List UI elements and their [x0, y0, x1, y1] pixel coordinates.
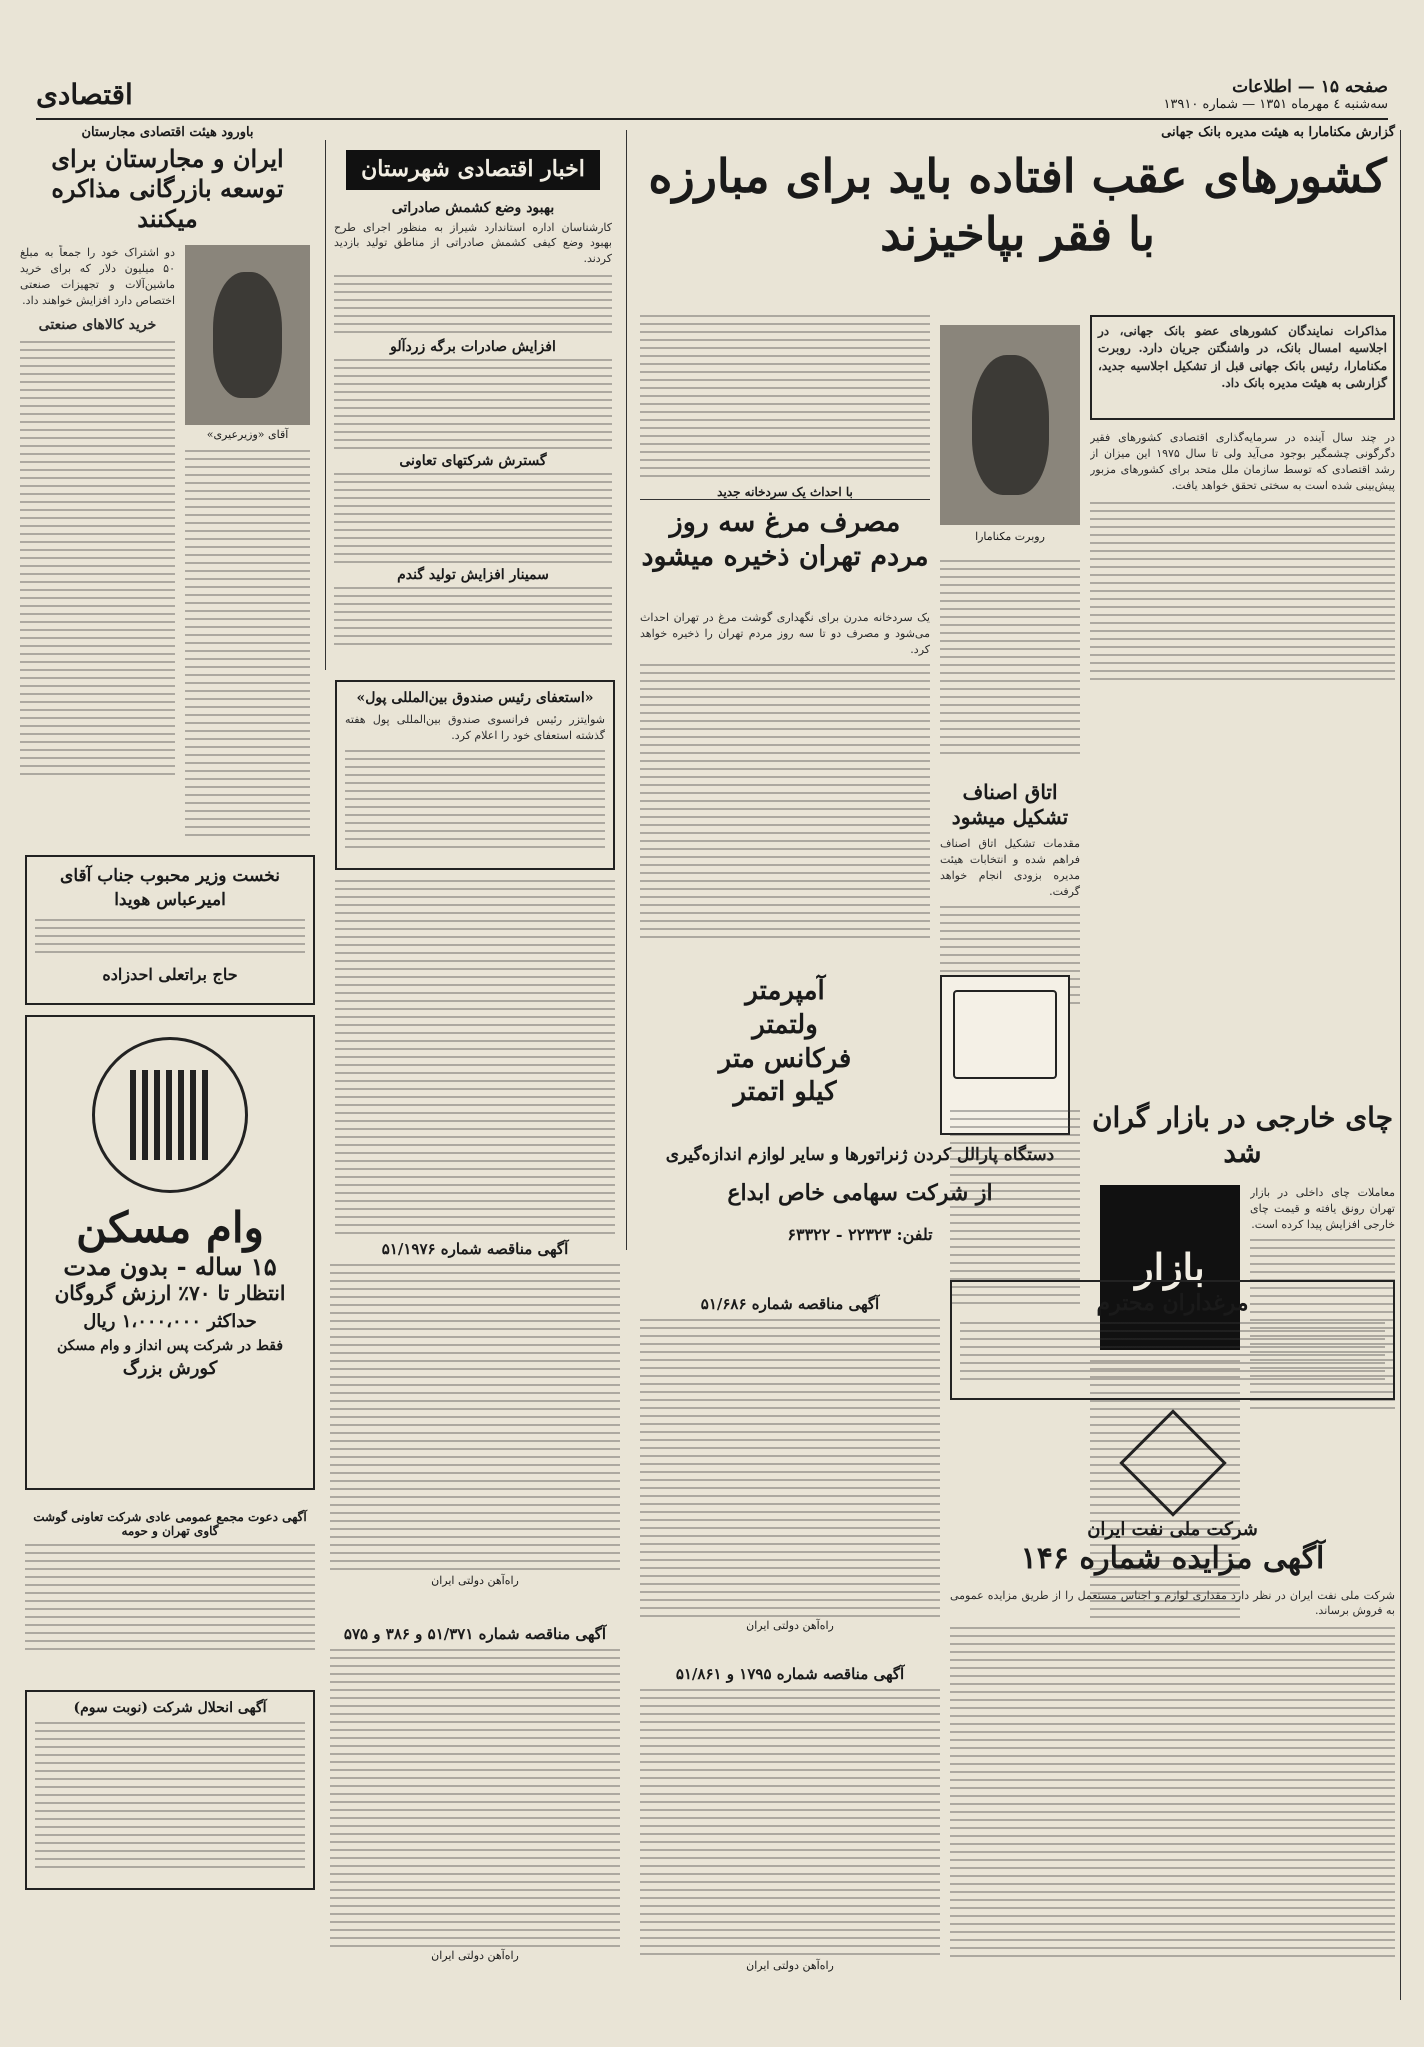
lead-intro: مذاکرات نمایندگان کشورهای عضو بانک جهانی، در اجلاسیه امسال بانک، در واشنگتن جریان دارد. روبرت مکنامارا، رئیس بانک جهانی قبل از تشکیل اجلاسیه جدید، گزارشی به هیئت مدیره بانک داد. [1090, 315, 1395, 420]
portrait-figure [213, 272, 282, 398]
text-filler [185, 450, 310, 840]
tender-issuer: راه‌آهن دولتی ایران [746, 1959, 834, 1972]
guild-headline: اتاق اصناف تشکیل میشود [951, 780, 1069, 829]
tender-headline: آگهی مناقصه شماره ۵۱/۶۸۶ [700, 1295, 880, 1313]
lead-body [1090, 430, 1395, 1090]
lead-kicker: گزارش مکنامارا به هیئت مدیره بانک جهانی [1161, 125, 1395, 140]
iran-hungary-kicker: باورود هیئت اقتصادی مجارستان [81, 125, 254, 140]
text-filler [950, 1627, 1395, 1957]
nioc-ad [950, 1415, 1395, 2005]
meter-item: فرکانس متر [718, 1043, 852, 1074]
chicken-headline: مصرف مرغ سه روز مردم تهران ذخیره میشود [641, 507, 929, 572]
chicken-kicker: با احداث یک سردخانه جدید [640, 485, 930, 500]
photo-minister [185, 245, 310, 425]
text-filler [35, 919, 305, 959]
page-info: صفحه ۱۵ — اطلاعات [1232, 76, 1388, 97]
text-filler [334, 359, 612, 449]
meter-item: کیلو اتمتر [733, 1077, 837, 1108]
dissolution-notice [25, 1690, 315, 1890]
bank-logo-columns [130, 1070, 210, 1160]
legal-notices [335, 880, 615, 1235]
housing-loan-ad [25, 1015, 315, 1490]
city-news [325, 140, 620, 670]
iran-hungary-subhead: خرید کالاهای صنعتی [38, 316, 157, 333]
city-news-body: کارشناسان اداره استاندارد شیراز به منظور اجرای طرح بهبود وضع کیفی کشمش صادراتی از مناطق تولید بازدید کردند. [334, 220, 612, 266]
text-filler [345, 750, 605, 850]
tender-notice [330, 1240, 620, 1610]
dissolution-headline: آگهی انحلال شرکت (نوبت سوم) [73, 1700, 267, 1716]
housing-ratio: انتظار تا ۷۰٪ ارزش گروگان [54, 1281, 286, 1305]
nioc-body: شرکت ملی نفت ایران در نظر دارد مقداری لوازم و اجناس مستعمل را از طریق مزایده عمومی به فروش برساند. [950, 1588, 1395, 1618]
city-news-item: افزایش صادرات برگه زردآلو [390, 339, 556, 356]
masthead [36, 70, 1388, 120]
column-rule [626, 130, 627, 1250]
text-filler [334, 473, 612, 563]
iran-hungary-headline: ایران و مجارستان برای توسعه بازرگانی مذاکره میکنند [51, 144, 284, 233]
column-rule [1400, 130, 1401, 2000]
text-filler [25, 1544, 315, 1654]
meter-item: آمپرمتر [745, 976, 825, 1006]
portrait-figure [972, 355, 1049, 495]
lead-column-text [940, 560, 1080, 760]
tender-headline: آگهی مناقصه شماره ۵۱/۱۹۷۶ [381, 1240, 569, 1258]
tender-issuer: راه‌آهن دولتی ایران [431, 1949, 519, 1962]
meter-dial [953, 990, 1058, 1080]
bank-logo [92, 1037, 248, 1193]
chicken-story [640, 485, 930, 605]
section-title: اقتصادی [36, 77, 133, 111]
cooperative-headline: آگهی دعوت مجمع عمومی عادی شرکت تعاونی گوشت گاوی تهران و حومه [33, 1510, 307, 1538]
imf-body: شوایتزر رئیس فرانسوی صندوق بین‌المللی پول هفته گذشته استعفای خود را اعلام کرد. [345, 713, 605, 742]
text-filler [334, 275, 612, 335]
text-filler [1090, 502, 1395, 682]
pm-thanks-notice [25, 855, 315, 1005]
text-filler [640, 1319, 940, 1619]
city-news-item: سمینار افزایش تولید گندم [397, 567, 549, 584]
tender-headline: آگهی مناقصه شماره ۱۷۹۵ و ۵۱/۸۶۱ [675, 1665, 905, 1683]
housing-max: حداکثر ۱،۰۰۰،۰۰۰ ریال [83, 1311, 257, 1332]
tea-image: بازار [1100, 1185, 1240, 1350]
pm-thanks-headline: نخست وزیر محبوب جناب آقای امیرعباس هویدا [60, 866, 280, 910]
photo-caption: آقای «وزیرعیری» [206, 428, 289, 441]
chicken-body-text: یک سردخانه مدرن برای نگهداری گوشت مرغ در تهران احداث می‌شود و مصرف دو تا سه روز مردم تهران را ذخیره خواهد کرد. [640, 611, 930, 656]
tea-headline: چای خارجی در بازار گران شد [1091, 1101, 1393, 1169]
pm-thanks-signature: حاج براتعلی احدزاده [102, 964, 238, 984]
tender-headline: آگهی مناقصه شماره ۵۱/۳۷۱ و ۳۸۶ و ۵۷۵ [343, 1625, 607, 1643]
text-filler [330, 1264, 620, 1574]
tender-notice [640, 1665, 940, 1985]
iran-hungary-header [20, 125, 315, 245]
meter-slogan: دستگاه پارالل کردن ژنراتورها و سایر لوازم اندازه‌گیری [665, 1145, 1055, 1165]
tender-issuer: راه‌آهن دولتی ایران [431, 1574, 519, 1587]
housing-term: ۱۵ ساله - بدون مدت [63, 1252, 277, 1281]
lead-column-text [640, 315, 930, 480]
lead-story-header [640, 125, 1395, 305]
tea-body-text: معاملات چای داخلی در بازار تهران رونق یافته و قیمت چای خارجی افزایش پیدا کرده است. [1250, 1186, 1395, 1231]
lead-headline: کشورهای عقب افتاده باید برای مبارزه با فقر بپاخیزند [648, 149, 1387, 261]
text-filler [20, 341, 175, 781]
tender-notice [330, 1625, 620, 1980]
housing-headline: وام مسکن [76, 1203, 264, 1252]
imf-headline: «استعفای رئیس صندوق بین‌المللی پول» [356, 690, 594, 706]
housing-company: فقط در شرکت پس انداز و وام مسکن [56, 1338, 284, 1354]
lead-body-text: در چند سال آینده در سرمایه‌گذاری اقتصادی کشورهای فقیر دگرگونی چشمگیر بوجود می‌آید ولی تا سال ۱۹۷۵ این میزان از رشد اقتصادی که توسط سازمان ملل متحد برای کشورهای مزبور پیش‌بینی شده است به سختی تحقق خواهد یافت. [1090, 431, 1395, 492]
photo-mcnamara [940, 325, 1080, 525]
nioc-company: شرکت ملی نفت ایران [1087, 1519, 1258, 1540]
date-line: سه‌شنبه ٤ مهرماه ۱۳۵۱ — شماره ۱۳۹۱۰ [1163, 96, 1388, 112]
cooperative-notice [25, 1510, 315, 1665]
meter-items [640, 975, 930, 1110]
housing-branch: کورش بزرگ [122, 1358, 218, 1379]
text-filler [35, 1722, 305, 1872]
iran-hungary-body [20, 245, 175, 845]
chicken-body [640, 610, 930, 950]
iran-hungary-body-text: دو اشتراک خود را جمعاً به مبلغ ۵۰ میلیون دلار که برای خرید ماشین‌آلات و تجهیزات صنعتی اختصاص دارد افزایش خواهند داد. [20, 246, 175, 307]
photo-caption: روبرت مکنامارا [975, 530, 1045, 543]
chicken-farmers-ad [950, 1280, 1395, 1400]
meter-company: از شرکت سهامی خاص ابداع [727, 1180, 993, 1206]
meter-item: ولتمتر [752, 1009, 818, 1040]
nioc-logo [1119, 1409, 1226, 1516]
chicken-farmers-headline: مرغداران محترم [1096, 1290, 1249, 1316]
city-news-item: گسترش شرکتهای تعاونی [399, 453, 547, 470]
text-filler [330, 1649, 620, 1949]
text-filler [640, 664, 930, 944]
tender-issuer: راه‌آهن دولتی ایران [746, 1619, 834, 1632]
text-filler [960, 1322, 1385, 1382]
guild-body: مقدمات تشکیل اتاق اصناف فراهم شده و انتخابات هیئت مدیره بزودی انجام خواهد گرفت. [940, 837, 1080, 898]
imf-story [335, 680, 615, 870]
nioc-headline: آگهی مزایده شماره ۱۴۶ [1020, 1541, 1325, 1576]
text-filler [334, 587, 612, 647]
meter-phone: تلفن: ۲۲۳۲۳ - ۶۳۳۲۲ [787, 1225, 933, 1244]
city-news-headline: اخبار اقتصادی شهرستان [346, 150, 600, 190]
text-filler [640, 1689, 940, 1959]
city-news-item: بهبود وضع کشمش صادراتی [391, 199, 555, 216]
tender-notice [640, 1295, 940, 1650]
